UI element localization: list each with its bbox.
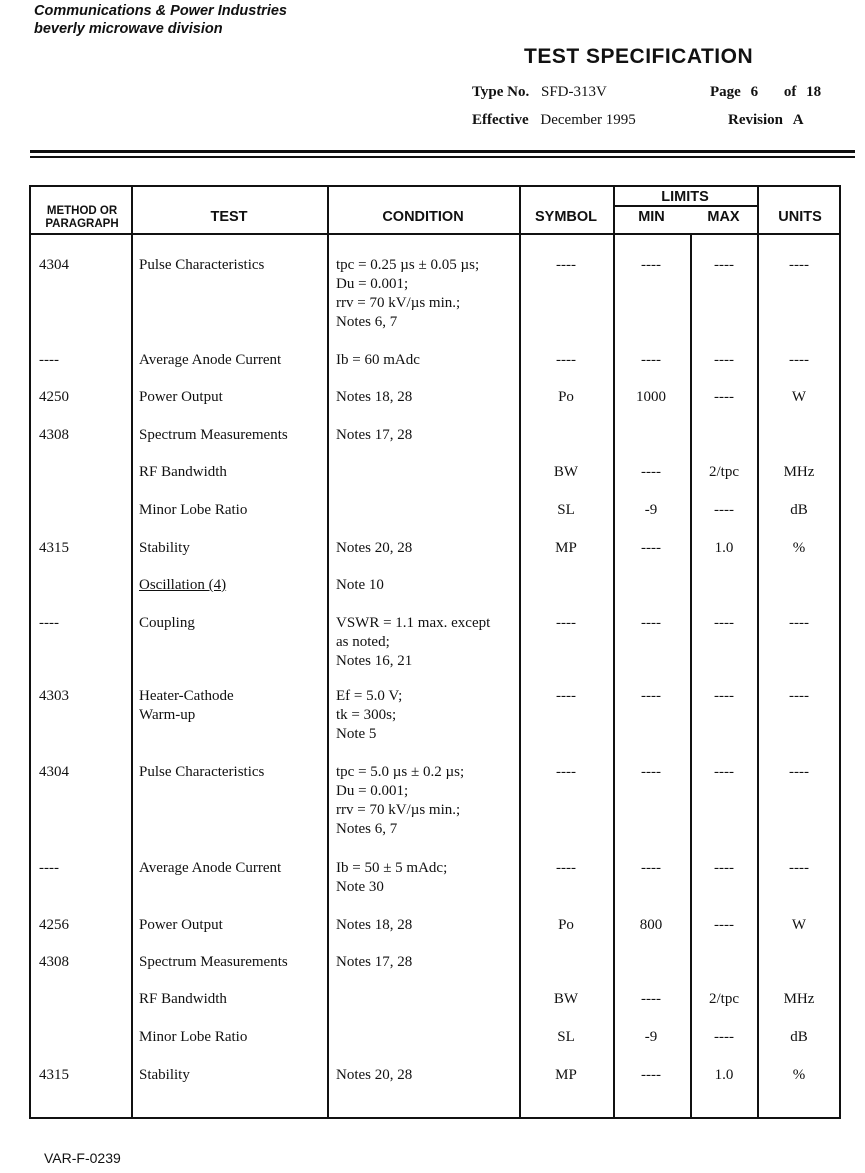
symbol-cell: BW (553, 991, 579, 1007)
units-cell: ---- (789, 615, 809, 631)
revision-value: A (792, 112, 804, 128)
max-cell: ---- (714, 615, 734, 631)
condition-cell: Ib = 60 mAdc (336, 352, 420, 368)
of-label: of (783, 84, 797, 100)
method-cell: 4304 (39, 764, 69, 780)
min-cell: -9 (644, 502, 658, 518)
condition-cell: VSWR = 1.1 max. except as noted; Notes 16, 21 (336, 615, 491, 669)
units-cell: dB (790, 502, 808, 518)
method-cell: 4315 (39, 540, 69, 556)
min-cell: ---- (641, 991, 661, 1007)
test-cell: RF Bandwidth (139, 464, 227, 480)
min-cell: 1000 (636, 389, 666, 405)
max-cell: ---- (714, 389, 734, 405)
document-title: TEST SPECIFICATION (524, 45, 754, 68)
units-cell: MHz (783, 991, 815, 1007)
max-cell: ---- (714, 688, 734, 704)
method-cell: ---- (39, 615, 59, 631)
min-cell: ---- (641, 257, 661, 273)
column-divider (613, 187, 615, 1117)
column-divider (131, 187, 133, 1117)
header-condition: CONDITION (382, 209, 464, 225)
method-cell: 4304 (39, 257, 69, 273)
symbol-cell: ---- (556, 688, 576, 704)
test-cell: Coupling (139, 615, 195, 631)
type-no (472, 84, 607, 101)
min-cell: ---- (641, 352, 661, 368)
page-value: 6 (750, 84, 759, 100)
units-cell: dB (790, 1029, 808, 1045)
units-cell: MHz (783, 464, 815, 480)
units-cell: % (792, 540, 806, 556)
max-cell: 2/tpc (709, 991, 739, 1007)
test-cell: Average Anode Current (139, 860, 282, 876)
units-cell: W (791, 917, 807, 933)
max-cell: ---- (714, 352, 734, 368)
limits-divider (613, 205, 758, 207)
test-cell: Stability (139, 1067, 190, 1083)
symbol-cell: ---- (556, 352, 576, 368)
max-cell: ---- (714, 917, 734, 933)
min-cell: ---- (641, 464, 661, 480)
page-total: 18 (806, 84, 822, 100)
min-cell: -9 (644, 1029, 658, 1045)
test-cell: Power Output (139, 389, 223, 405)
type-no-label: Type No. (472, 84, 530, 100)
method-cell: ---- (39, 352, 59, 368)
units-cell: W (791, 389, 807, 405)
header-test: TEST (210, 209, 248, 225)
test-cell: Spectrum Measurements (139, 954, 288, 970)
company-line-1: Communications & Power Industries (34, 3, 287, 19)
min-cell: ---- (641, 615, 661, 631)
header-rule-thick (30, 150, 855, 153)
units-cell: % (792, 1067, 806, 1083)
symbol-cell: ---- (556, 257, 576, 273)
test-cell: Minor Lobe Ratio (139, 502, 248, 518)
header-symbol: SYMBOL (534, 209, 598, 225)
condition-cell: Notes 20, 28 (336, 540, 413, 556)
method-cell: 4250 (39, 389, 69, 405)
header-divider (31, 233, 839, 235)
units-cell: ---- (789, 860, 809, 876)
test-cell: RF Bandwidth (139, 991, 227, 1007)
header-units: UNITS (778, 209, 822, 225)
condition-cell: Notes 20, 28 (336, 1067, 413, 1083)
method-cell: ---- (39, 860, 59, 876)
effective-value: December 1995 (540, 112, 636, 128)
symbol-cell: ---- (556, 764, 576, 780)
type-no-value: SFD-313V (540, 84, 607, 100)
method-cell: 4256 (39, 917, 69, 933)
symbol-cell: MP (555, 1067, 577, 1083)
min-cell: ---- (641, 688, 661, 704)
test-cell: Pulse Characteristics (139, 257, 265, 273)
header-min: MIN (638, 209, 665, 225)
header-rule-thin (30, 156, 855, 158)
method-cell: 4308 (39, 954, 69, 970)
symbol-cell: SL (557, 1029, 575, 1045)
symbol-cell: Po (558, 917, 574, 933)
column-divider (327, 187, 329, 1117)
max-cell: 1.0 (714, 540, 734, 556)
test-cell: Power Output (139, 917, 223, 933)
symbol-cell: MP (555, 540, 577, 556)
condition-cell: Notes 18, 28 (336, 389, 413, 405)
min-cell: 800 (639, 917, 663, 933)
page-number (710, 84, 821, 101)
condition-cell: Ef = 5.0 V; tk = 300s; Note 5 (336, 688, 403, 742)
test-cell: Oscillation (4) (139, 577, 227, 593)
max-cell: ---- (714, 860, 734, 876)
header-method-line2: PARAGRAPH (45, 218, 119, 230)
condition-cell: tpc = 0.25 µs ± 0.05 µs; Du = 0.001; rrv = 70 kV/µs min.; Notes 6, 7 (336, 257, 480, 330)
max-cell: 1.0 (714, 1067, 734, 1083)
revision-label: Revision (728, 112, 784, 128)
method-cell: 4308 (39, 427, 69, 443)
test-cell: Pulse Characteristics (139, 764, 265, 780)
symbol-cell: BW (553, 464, 579, 480)
spec-table (29, 185, 841, 1119)
min-cell: ---- (641, 540, 661, 556)
units-cell: ---- (789, 764, 809, 780)
condition-cell: Notes 18, 28 (336, 917, 413, 933)
test-cell: Heater-Cathode Warm-up (139, 688, 234, 723)
header-method (35, 205, 129, 231)
form-number: VAR-F-0239 (44, 1150, 121, 1166)
method-cell: 4315 (39, 1067, 69, 1083)
units-cell: ---- (789, 688, 809, 704)
header-max: MAX (707, 209, 740, 225)
test-cell: Average Anode Current (139, 352, 282, 368)
max-cell: ---- (714, 257, 734, 273)
symbol-cell: ---- (556, 615, 576, 631)
test-cell: Stability (139, 540, 190, 556)
header-limits: LIMITS (661, 189, 709, 205)
max-cell: ---- (714, 502, 734, 518)
effective-label: Effective (472, 112, 529, 128)
condition-cell: Notes 17, 28 (336, 954, 413, 970)
min-cell: ---- (641, 1067, 661, 1083)
page-label: Page (710, 84, 741, 100)
column-divider (757, 187, 759, 1117)
units-cell: ---- (789, 352, 809, 368)
company-line-2: beverly microwave division (34, 21, 223, 37)
header-method-line1: METHOD OR (46, 205, 118, 217)
test-cell: Minor Lobe Ratio (139, 1029, 248, 1045)
company-name (34, 2, 287, 38)
condition-cell: Note 10 (336, 577, 384, 593)
max-cell: ---- (714, 1029, 734, 1045)
condition-cell: Ib = 50 ± 5 mAdc; Note 30 (336, 860, 448, 895)
test-cell: Spectrum Measurements (139, 427, 288, 443)
effective-date (472, 112, 636, 129)
condition-cell: tpc = 5.0 µs ± 0.2 µs; Du = 0.001; rrv = 70 kV/µs min.; Notes 6, 7 (336, 764, 465, 837)
min-cell: ---- (641, 764, 661, 780)
symbol-cell: Po (558, 389, 574, 405)
revision (728, 112, 804, 129)
min-cell: ---- (641, 860, 661, 876)
max-cell: 2/tpc (709, 464, 739, 480)
symbol-cell: ---- (556, 860, 576, 876)
max-cell: ---- (714, 764, 734, 780)
units-cell: ---- (789, 257, 809, 273)
condition-cell: Notes 17, 28 (336, 427, 413, 443)
symbol-cell: SL (557, 502, 575, 518)
method-cell: 4303 (39, 688, 69, 704)
